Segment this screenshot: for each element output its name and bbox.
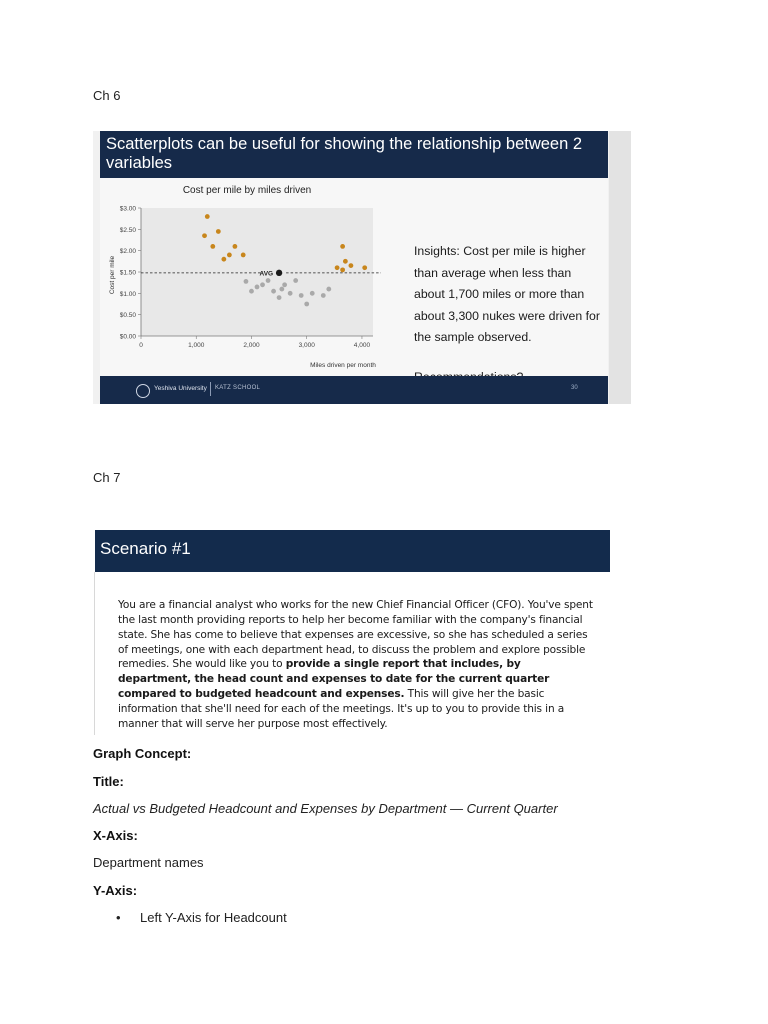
- ch6-heading: Ch 6: [93, 88, 121, 103]
- scenario-title: Scenario #1: [100, 539, 191, 558]
- scatter-point-above: [362, 265, 367, 270]
- scatter-point-above: [210, 244, 215, 249]
- y-tick-label: $2.00: [119, 248, 136, 256]
- scatter-point-below: [277, 295, 282, 300]
- scatter-point-below: [282, 282, 287, 287]
- x-axis-title: Miles driven per month: [310, 362, 376, 369]
- y-tick-label: $2.50: [119, 226, 136, 234]
- scatter-point-above: [340, 244, 345, 249]
- slide-body: [100, 178, 608, 376]
- x-axis-label: X-Axis:: [93, 828, 138, 843]
- scatter-point-below: [288, 291, 293, 296]
- y-axis-list-item: [116, 910, 287, 925]
- scenario-slide: [93, 530, 611, 735]
- y-tick-labels: [120, 206, 141, 341]
- x-tick-label: 0: [139, 342, 143, 349]
- chart-title: Cost per mile by miles driven: [182, 185, 312, 196]
- scatter-point-below: [321, 293, 326, 298]
- scenario-title-bar: [95, 530, 610, 572]
- scatter-point-above: [241, 253, 246, 258]
- y-tick-label: $3.00: [119, 205, 136, 213]
- scatter-point-below: [326, 287, 331, 292]
- y-axis-title: Cost per mile: [109, 255, 116, 295]
- scatter-point-above: [227, 253, 232, 258]
- scatter-point-above: [335, 265, 340, 270]
- footer-divider: [210, 382, 211, 396]
- x-tick-label: 2,000: [243, 342, 260, 349]
- scatter-point-below: [249, 289, 254, 294]
- bullet-icon: •: [116, 910, 121, 925]
- scenario-paragraph: [118, 598, 596, 732]
- x-tick-label: 4,000: [353, 342, 371, 349]
- x-axis-value: Department names: [93, 855, 204, 870]
- scatter-point-above: [343, 259, 348, 264]
- plot-area: [141, 208, 373, 336]
- scatter-point-above: [233, 244, 238, 249]
- avg-label: AVG: [259, 270, 274, 278]
- slide-edge: [609, 131, 631, 404]
- y-axis-item-text: Left Y-Axis for Headcount: [140, 910, 287, 925]
- scatter-point-below: [244, 279, 249, 284]
- avg-point: [276, 270, 282, 276]
- scatter-point-below: [279, 287, 284, 292]
- scatter-point-above: [216, 229, 221, 234]
- scatter-chart: [100, 178, 400, 376]
- scatter-point-below: [299, 293, 304, 298]
- x-tick-label: 1,000: [188, 342, 205, 349]
- scenario-text-part1: You are a financial analyst who works for the new Chief Financial Officer (CFO). You've spent the last month providing reports to help her become familiar with the company's financial state. She has come to believe that expenses are excessive, so she has scheduled a series of meetings, one with each department head, to discuss the problem and explore possible remedies. She would like you to: [118, 599, 593, 671]
- scatter-point-above: [340, 267, 345, 272]
- x-tick-labels: [139, 336, 370, 349]
- insights-text: Insights: Cost per mile is higher than average when less than about 1,700 miles or more than about 3,300 nukes were driven for the sample observed.: [414, 244, 600, 345]
- scatter-point-below: [266, 278, 271, 283]
- scenario-text-bold: provide a single report that includes, by department, the head count and expenses to date for the current quarter compared to budgeted headcount and expenses.: [118, 658, 550, 701]
- scatter-point-above: [202, 233, 207, 238]
- scatter-point-below: [260, 282, 265, 287]
- scatterplot-slide: [93, 131, 631, 404]
- y-tick-label: $0.00: [119, 333, 136, 341]
- y-axis-label: Y-Axis:: [93, 883, 138, 898]
- title-label: Title:: [93, 774, 124, 789]
- footer-page-number: 30: [571, 385, 578, 391]
- scatter-point-above: [221, 257, 226, 262]
- slide-footer: [100, 376, 608, 404]
- y-tick-label: $1.50: [119, 269, 136, 277]
- x-tick-label: 3,000: [298, 342, 315, 349]
- ch7-heading: Ch 7: [93, 470, 121, 485]
- slide-title: Scatterplots can be useful for showing the relationship between 2 variables: [106, 135, 583, 172]
- title-value: Actual vs Budgeted Headcount and Expenses by Department — Current Quarter: [93, 801, 558, 816]
- scatter-point-below: [293, 278, 298, 283]
- graph-concept-label: Graph Concept:: [93, 746, 192, 761]
- scatter-point-above: [205, 214, 210, 219]
- scatter-point-above: [349, 263, 354, 268]
- scenario-text-part2: This will give her the basic information that she'll need for each of the meetings. It's up to you to provide this in a manner that will serve her purpose most effectively.: [118, 688, 565, 730]
- university-logo-icon: [136, 384, 150, 398]
- scatter-point-below: [304, 302, 309, 307]
- slide-title-bar: [100, 131, 608, 178]
- y-tick-label: $1.00: [119, 290, 136, 298]
- y-tick-label: $0.50: [119, 312, 136, 320]
- scatter-point-below: [255, 285, 260, 290]
- footer-university: Yeshiva University: [154, 385, 207, 392]
- footer-school: KATZ SCHOOL: [215, 385, 261, 391]
- scatter-point-below: [310, 291, 315, 296]
- slide-border: [94, 572, 95, 735]
- scatter-point-below: [271, 289, 276, 294]
